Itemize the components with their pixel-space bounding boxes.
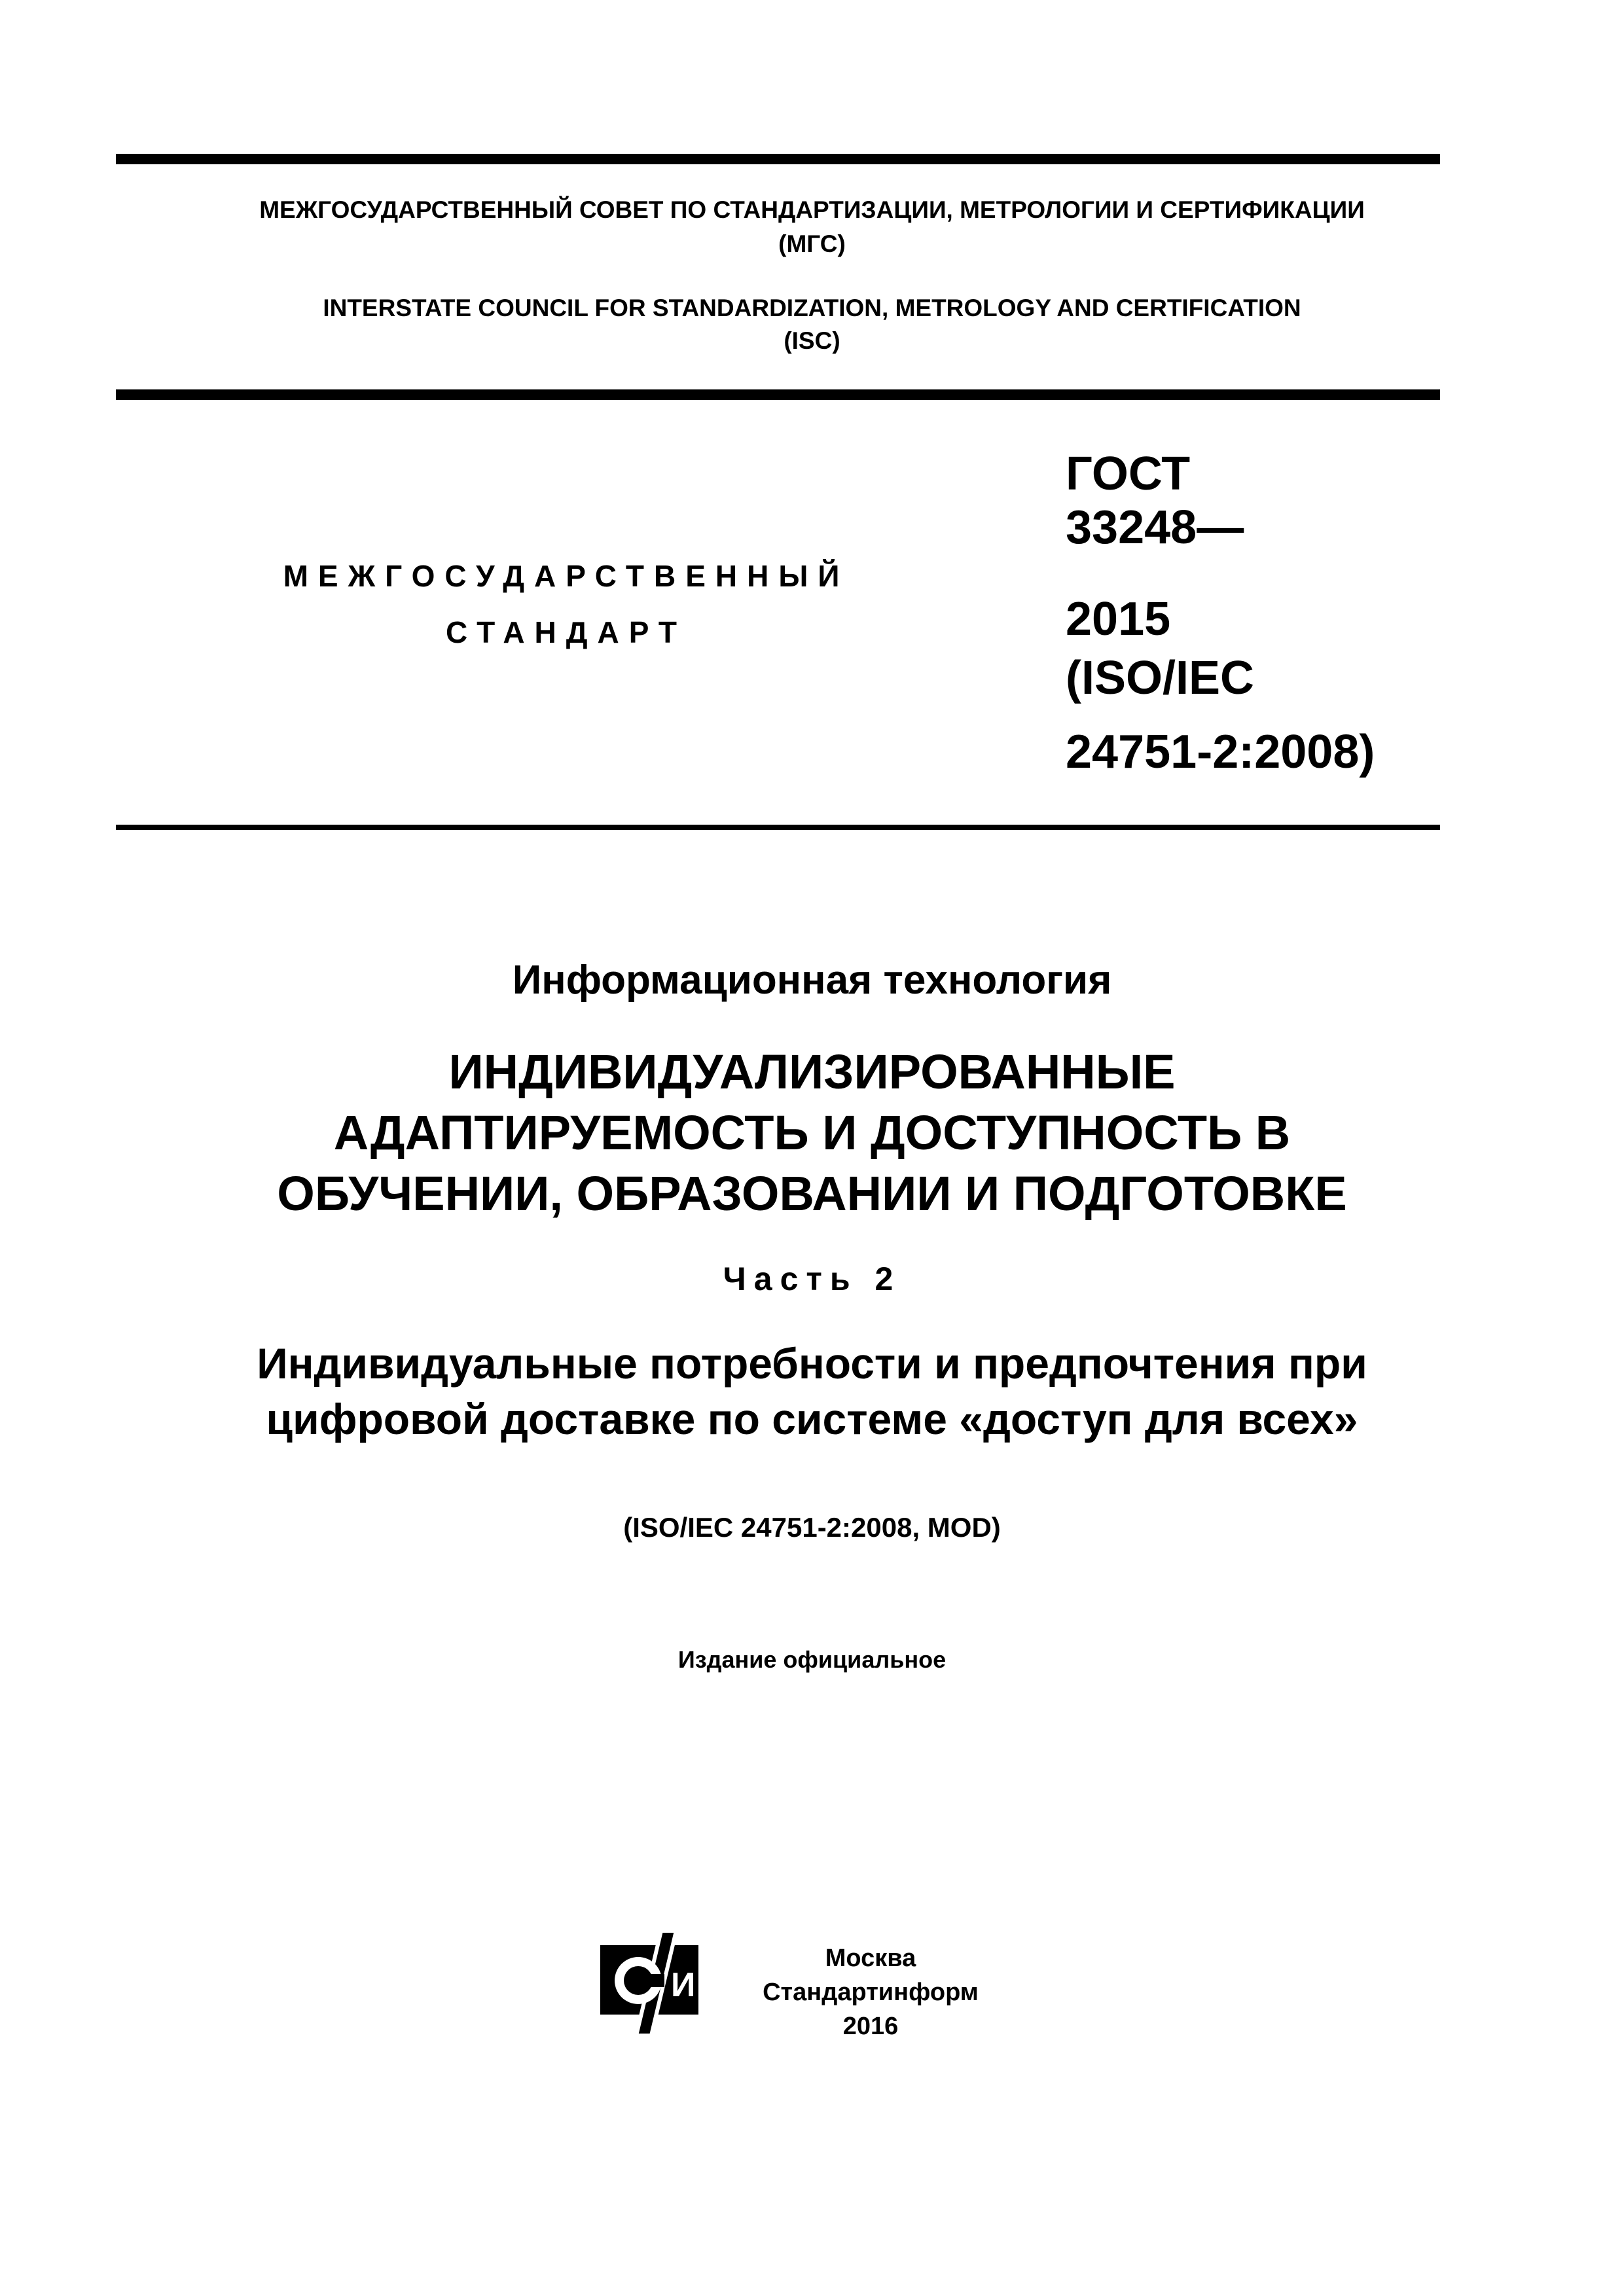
standartinform-logo-icon bbox=[592, 1931, 710, 2036]
council-abbr-en: (ISC) bbox=[784, 327, 840, 354]
publisher-name: Стандартинформ bbox=[763, 1979, 979, 2006]
document-title-line: ИНДИВИДУАЛИЗИРОВАННЫЕ bbox=[448, 1045, 1176, 1099]
council-name-ru: МЕЖГОСУДАРСТВЕННЫЙ СОВЕТ ПО СТАНДАРТИЗАЦИИ, МЕТРОЛОГИИ И СЕРТИФИКАЦИИ bbox=[259, 196, 1365, 223]
logo-lettering: И bbox=[671, 1966, 696, 2004]
gost-designation-line: 24751-2:2008) bbox=[1066, 726, 1375, 778]
council-abbr-ru: (МГС) bbox=[778, 230, 846, 257]
middle-rule bbox=[116, 389, 1440, 400]
standard-type-line-2: СТАНДАРТ bbox=[446, 615, 687, 649]
gost-designation-line: 33248— bbox=[1066, 501, 1244, 554]
standard-type-line-1: МЕЖГОСУДАРСТВЕННЫЙ bbox=[283, 559, 850, 593]
publisher-city: Москва bbox=[825, 1945, 916, 1972]
publication-year: 2016 bbox=[842, 2013, 899, 2040]
bottom-rule bbox=[116, 825, 1440, 830]
iso-reference: (ISO/IEC 24751-2:2008, MOD) bbox=[623, 1512, 1001, 1543]
edition-label: Издание официальное bbox=[677, 1646, 947, 1673]
document-title-line: АДАПТИРУЕМОСТЬ И ДОСТУПНОСТЬ В bbox=[333, 1105, 1291, 1160]
document-subtitle-line: цифровой доставке по системе «доступ для всех» bbox=[266, 1395, 1358, 1443]
top-rule bbox=[116, 154, 1440, 164]
council-name-en: INTERSTATE COUNCIL FOR STANDARDIZATION, METROLOGY AND CERTIFICATION bbox=[323, 295, 1301, 321]
gost-designation-line: (ISO/IEC bbox=[1066, 652, 1255, 704]
part-label: Часть 2 bbox=[723, 1261, 901, 1297]
gost-designation-line: 2015 bbox=[1066, 593, 1171, 645]
document-title-line: ОБУЧЕНИИ, ОБРАЗОВАНИИ И ПОДГОТОВКЕ bbox=[277, 1166, 1347, 1221]
document-subject: Информационная технология bbox=[512, 958, 1112, 1003]
gost-designation-line: ГОСТ bbox=[1066, 448, 1191, 500]
document-subtitle-line: Индивидуальные потребности и предпочтения при bbox=[257, 1339, 1367, 1388]
